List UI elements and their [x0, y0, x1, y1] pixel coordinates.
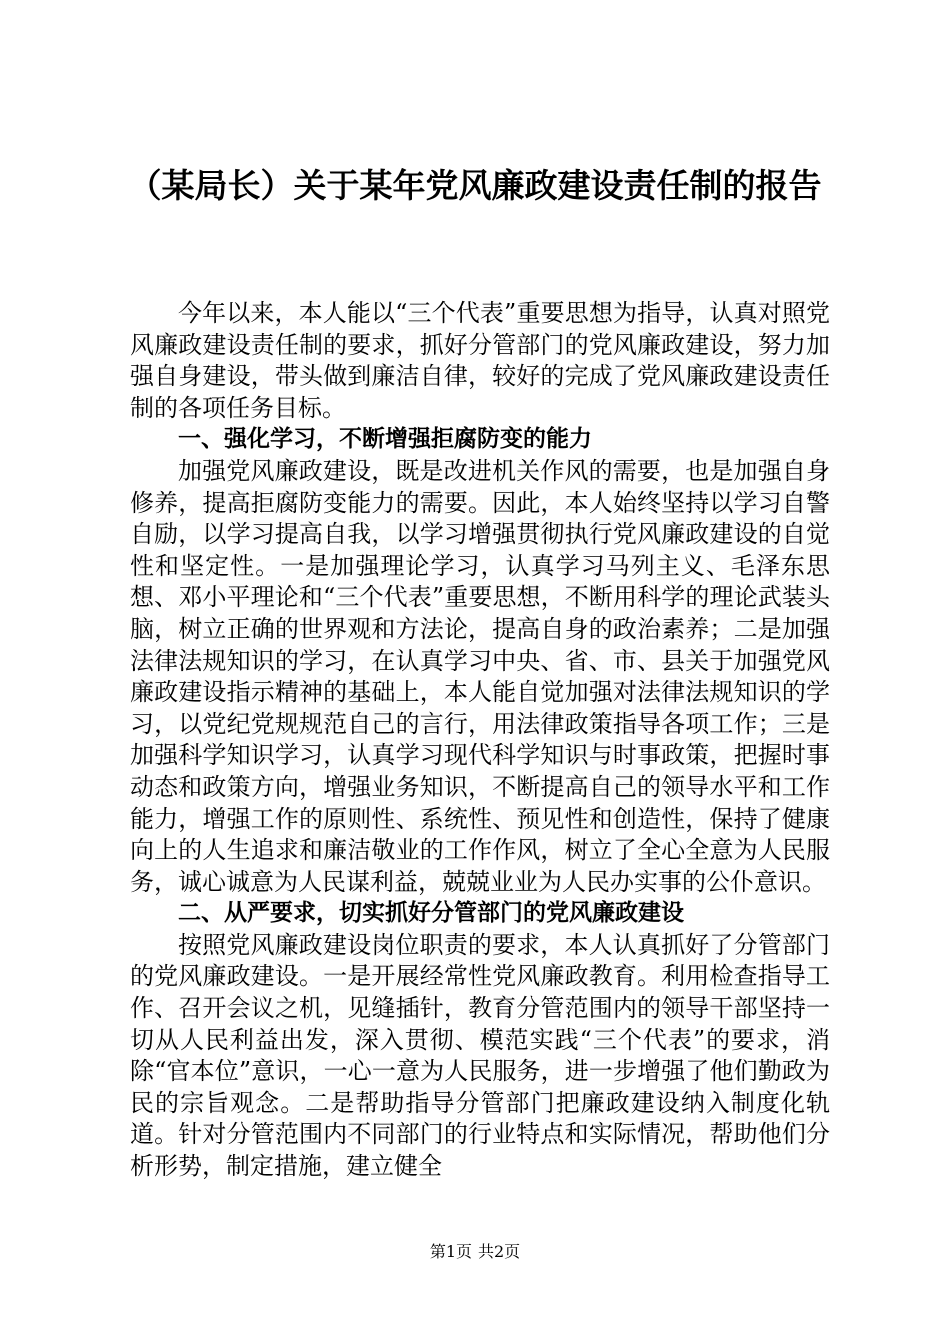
document-body [130, 298, 830, 1183]
section-2-paragraph: 按照党风廉政建设岗位职责的要求，本人认真抓好了分管部门的党风廉政建设。一是开展经常性党风廉政教育。利用检查指导工作、召开会议之机，见缝插针，教育分管范围内的领导干部坚持一切从人民利益出发，深入贯彻、模范实践“三个代表”的要求，消除“官本位”意识，一心一意为人民服务，进一步增强了他们勤政为民的宗旨观念。二是帮助指导分管部门把廉政建设纳入制度化轨道。针对分管范围内不同部门的行业特点和实际情况，帮助他们分析形势，制定措施，建立健全 [130, 930, 830, 1181]
section-1-paragraph: 加强党风廉政建设，既是改进机关作风的需要，也是加强自身修养，提高拒腐防变能力的需要。因此，本人始终坚持以学习自警自励，以学习提高自我，以学习增强贯彻执行党风廉政建设的自觉性和坚定性。一是加强理论学习，认真学习马列主义、毛泽东思想、邓小平理论和“三个代表”重要思想，不断用科学的理论武装头脑，树立正确的世界观和方法论，提高自身的政治素养；二是加强法律法规知识的学习，在认真学习中央、省、市、县关于加强党风廉政建设指示精神的基础上，本人能自觉加强对法律法规知识的学习，以党纪党规规范自己的言行，用法律政策指导各项工作；三是加强科学知识学习，认真学习现代科学知识与时事政策，把握时事动态和政策方向，增强业务知识，不断提高自己的领导水平和工作能力，增强工作的原则性、系统性、预见性和创造性，保持了健康向上的人生追求和廉洁敬业的工作作风，树立了全心全意为人民服务，诚心诚意为人民谋利益，兢兢业业为人民办实事的公仆意识。 [130, 456, 830, 896]
document-title: （某局长）关于某年党风廉政建设责任制的报告 [128, 166, 822, 205]
section-1-heading: 一、强化学习，不断增强拒腐防变的能力 [178, 426, 592, 453]
section-2-heading: 二、从严要求，切实抓好分管部门的党风廉政建设 [178, 900, 684, 927]
page-total: 共2页 [478, 1242, 521, 1261]
intro-paragraph: 今年以来，本人能以“三个代表”重要思想为指导，认真对照党风廉政建设责任制的要求，抓好分管部门的党风廉政建设，努力加强自身建设，带头做到廉洁自律，较好的完成了党风廉政建设责任制的各项任务目标。 [130, 299, 830, 422]
page-number: 第1页 [429, 1242, 472, 1261]
page-footer [0, 1242, 950, 1262]
